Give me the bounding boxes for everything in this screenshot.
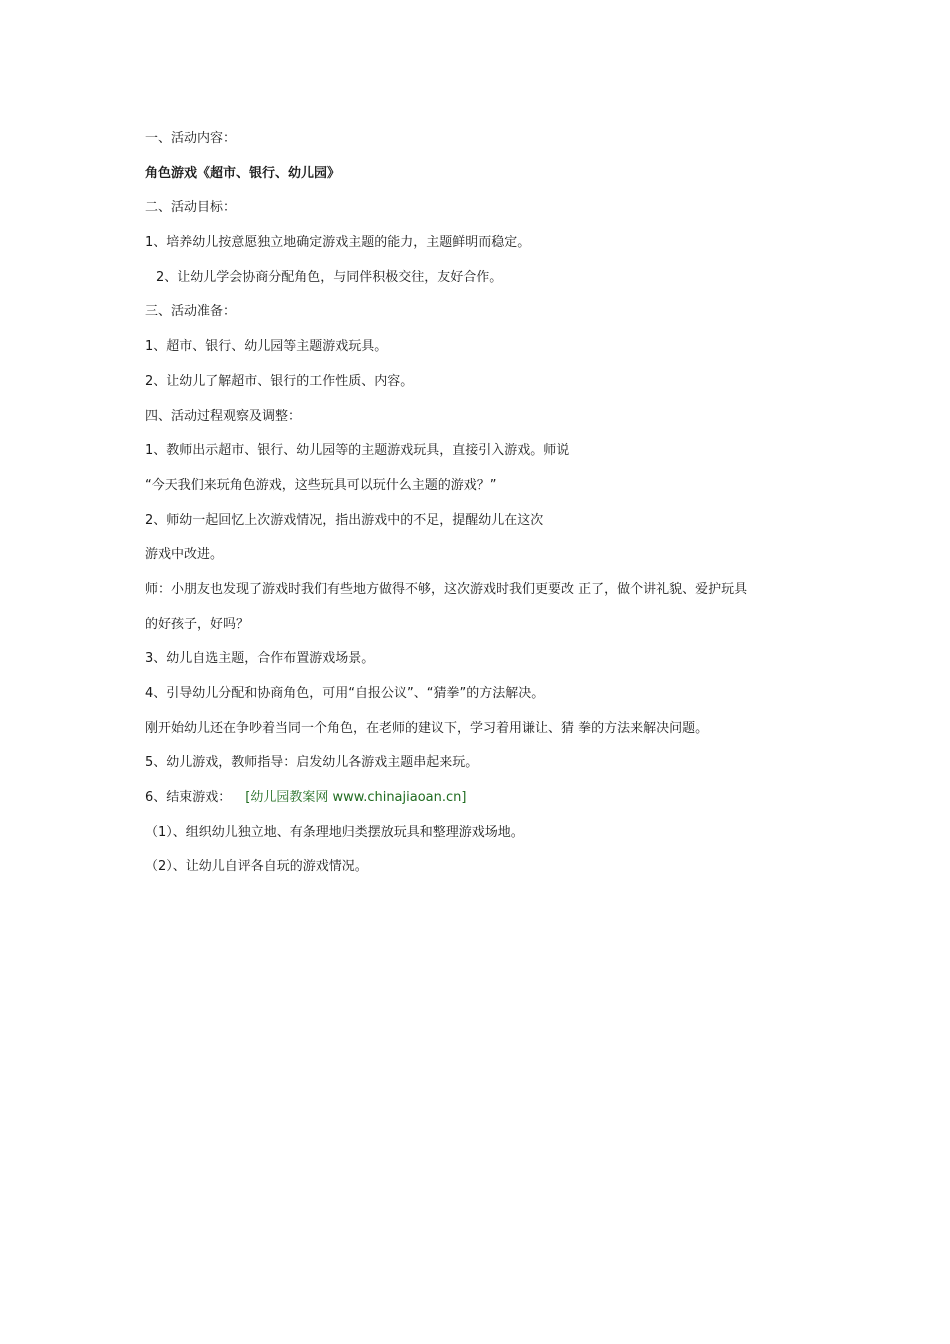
section-heading-content: 一、活动内容： <box>145 131 237 146</box>
end-step-2: （2）、让幼儿自评各自玩的游戏情况。 <box>145 859 368 875</box>
process-item-6 <box>145 781 825 816</box>
process-item-1-quote: “今天我们来玩角色游戏，这些玩具可以玩什么主题的游戏？” <box>145 477 497 493</box>
process-item-1: 1、教师出示超市、银行、幼儿园等的主题游戏玩具，直接引入游戏。师说 <box>145 443 570 459</box>
activity-title: 角色游戏《超市、银行、幼儿园》 <box>145 165 341 181</box>
teacher-remark: 师：小朋友也发现了游戏时我们有些地方做得不够，这次游戏时我们更要改 正了，做个讲礼貌、爱护玩具 <box>145 581 748 597</box>
process-item-4: 4、引导幼儿分配和协商角色，可用“自报公议”、“猜拳”的方法解决。 <box>145 686 545 701</box>
preparation-item-2: 2、让幼儿了解超市、银行的工作性质、内容。 <box>145 373 414 389</box>
section-heading-preparation: 三、活动准备： <box>145 304 237 320</box>
process-item-3: 3、幼儿自选主题，合作布置游戏场景。 <box>145 651 375 667</box>
document-body <box>145 122 825 885</box>
process-item-5: 5、幼儿游戏，教师指导：启发幼儿各游戏主题串起来玩。 <box>145 755 479 771</box>
preparation-item-1: 1、超市、银行、幼儿园等主题游戏玩具。 <box>145 339 388 355</box>
teacher-remark-cont: 的好孩子，好吗？ <box>145 616 250 632</box>
goal-item-1: 1、培养幼儿按意愿独立地确定游戏主题的能力，主题鲜明而稳定。 <box>145 235 531 251</box>
source-link[interactable]: [幼儿园教案网 www.chinajiaoan.cn] <box>245 790 467 806</box>
process-item-2-cont: 游戏中改进。 <box>145 547 224 563</box>
process-item-4-note: 刚开始幼儿还在争吵着当同一个角色，在老师的建议下，学习着用谦让、猜 拳的方法来解决问题。 <box>145 720 709 736</box>
goal-item-2: 2、让幼儿学会协商分配角色，与同伴积极交往，友好合作。 <box>156 269 503 285</box>
end-step-1: （1）、组织幼儿独立地、有条理地归类摆放玩具和整理游戏场地。 <box>145 824 524 840</box>
process-item-2: 2、师幼一起回忆上次游戏情况，指出游戏中的不足，提醒幼儿在这次 <box>145 512 544 528</box>
section-heading-process: 四、活动过程观察及调整： <box>145 408 302 424</box>
end-game-label: 6、结束游戏： <box>145 790 232 806</box>
section-heading-goals: 二、活动目标： <box>145 200 237 216</box>
